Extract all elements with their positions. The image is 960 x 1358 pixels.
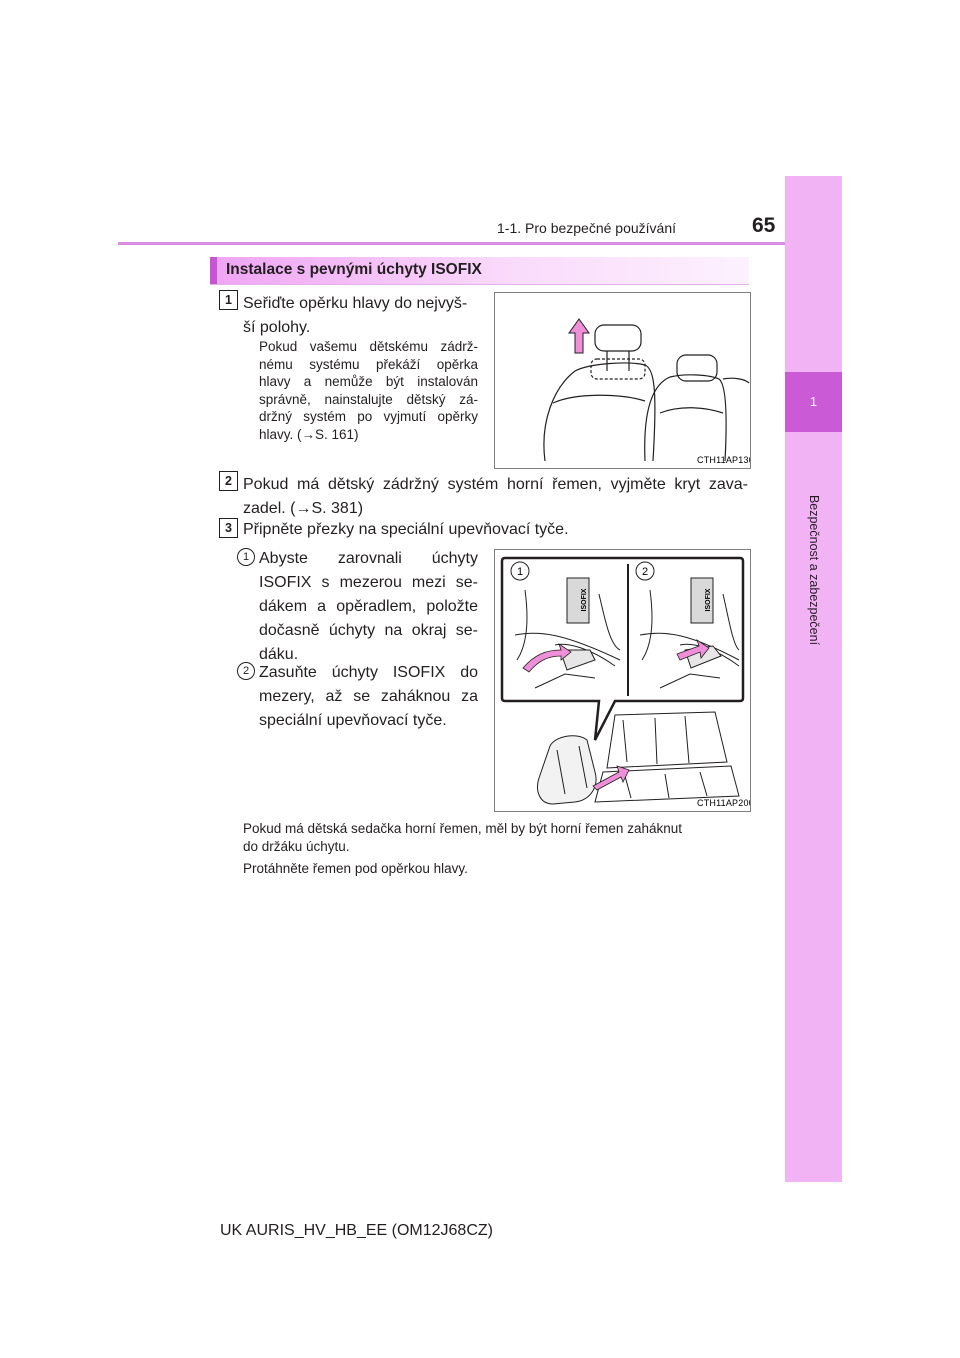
note-1-line: do držáku úchytu.	[243, 838, 350, 854]
header-rule	[118, 242, 785, 245]
isofix-illustration	[495, 550, 750, 811]
panel-label-2-text: 2	[641, 566, 649, 578]
page-number: 65	[752, 214, 776, 237]
substep-1-text	[259, 547, 478, 667]
substep-1-line: dočasně úchyty na okraj se-	[259, 622, 478, 639]
step-1-note-line: Pokud vašemu dětskému zádrž-	[259, 339, 478, 354]
step-1-note-line: nému systému překáží opěrka	[259, 356, 478, 372]
substep-1-line: dákem a opěradlem, položte	[259, 598, 478, 615]
step-1-note-line: hlavy. (→S. 161)	[259, 426, 359, 442]
step-1-badge: 1	[219, 290, 238, 310]
figure-isofix	[494, 549, 751, 812]
header-section-title: 1-1. Pro bezpečné používání	[497, 220, 677, 236]
step-3-text	[243, 518, 748, 542]
side-tab-strip	[785, 176, 842, 1182]
substep-1-line: Abyste zarovnali úchyty	[259, 550, 478, 567]
substep-2-badge: 2	[237, 662, 255, 680]
substep-2-text	[259, 661, 478, 733]
heading-accent-bar	[210, 257, 217, 284]
step-1-note-line: hlavy a nemůže být instalován	[259, 374, 478, 389]
note-2	[243, 860, 748, 878]
step-2-line: Pokud má dětský zádržný systém horní řemen, vyjměte kryt zava-	[243, 476, 748, 493]
substep-1-badge: 1	[237, 548, 255, 566]
isofix-marking-left: ISOFIX	[581, 588, 588, 612]
figure-code-headrest: CTH11AP136	[697, 455, 750, 465]
step-3-badge: 3	[219, 518, 238, 538]
substep-2-line: mezery, až se zaháknou za	[259, 688, 478, 705]
substep-1-line: dáku.	[259, 646, 299, 663]
substep-2-line: Zasuňte úchyty ISOFIX do	[259, 664, 478, 681]
chapter-number-tab: 1	[785, 372, 842, 432]
isofix-marking-right: ISOFIX	[705, 588, 712, 612]
up-arrow-icon	[569, 319, 589, 353]
figure-code-isofix: CTH11AP200	[697, 798, 750, 808]
step-1-text	[243, 292, 483, 340]
footer-document-code: UK AURIS_HV_HB_EE (OM12J68CZ)	[220, 1222, 493, 1239]
panel-label-1-text: 1	[516, 566, 524, 578]
headrest-illustration	[495, 293, 750, 468]
child-seat	[538, 736, 596, 804]
step-2-badge: 2	[219, 471, 238, 491]
note-1-line: Pokud má dětská sedačka horní řemen, měl by být horní řemen zaháknut	[243, 821, 682, 836]
step-1-note-line: správně, nainstalujte dětský zá-	[259, 391, 478, 407]
isofix-tag-left	[567, 578, 589, 623]
section-heading	[210, 257, 749, 285]
step-1-note	[259, 338, 478, 443]
step-1-note-line: držný systém po vyjmutí opěrky	[259, 409, 478, 424]
note-1	[243, 820, 748, 855]
step-1-line: Seřiďte opěrku hlavy do nejvyš-	[243, 295, 468, 312]
substep-1-line: ISOFIX s mezerou mezi se-	[259, 574, 478, 591]
substep-2-line: speciální upevňovací tyče.	[259, 712, 447, 729]
note-2-line: Protáhněte řemen pod opěrkou hlavy.	[243, 861, 468, 876]
step-3-line: Připněte přezky na speciální upevňovací tyče.	[243, 521, 569, 538]
chapter-title-vertical	[784, 470, 844, 670]
child-seat-arrow-icon	[593, 766, 629, 790]
step-2-text	[243, 473, 748, 521]
section-heading-text: Instalace s pevnými úchyty ISOFIX	[226, 261, 482, 278]
figure-headrest	[494, 292, 751, 469]
step-1-line: ší polohy.	[243, 319, 311, 336]
isofix-tag-right	[691, 578, 713, 623]
step-2-line: zadel. (→S. 381)	[243, 500, 364, 517]
chapter-title-text: Bezpečnost a zabezpečení	[807, 494, 821, 646]
